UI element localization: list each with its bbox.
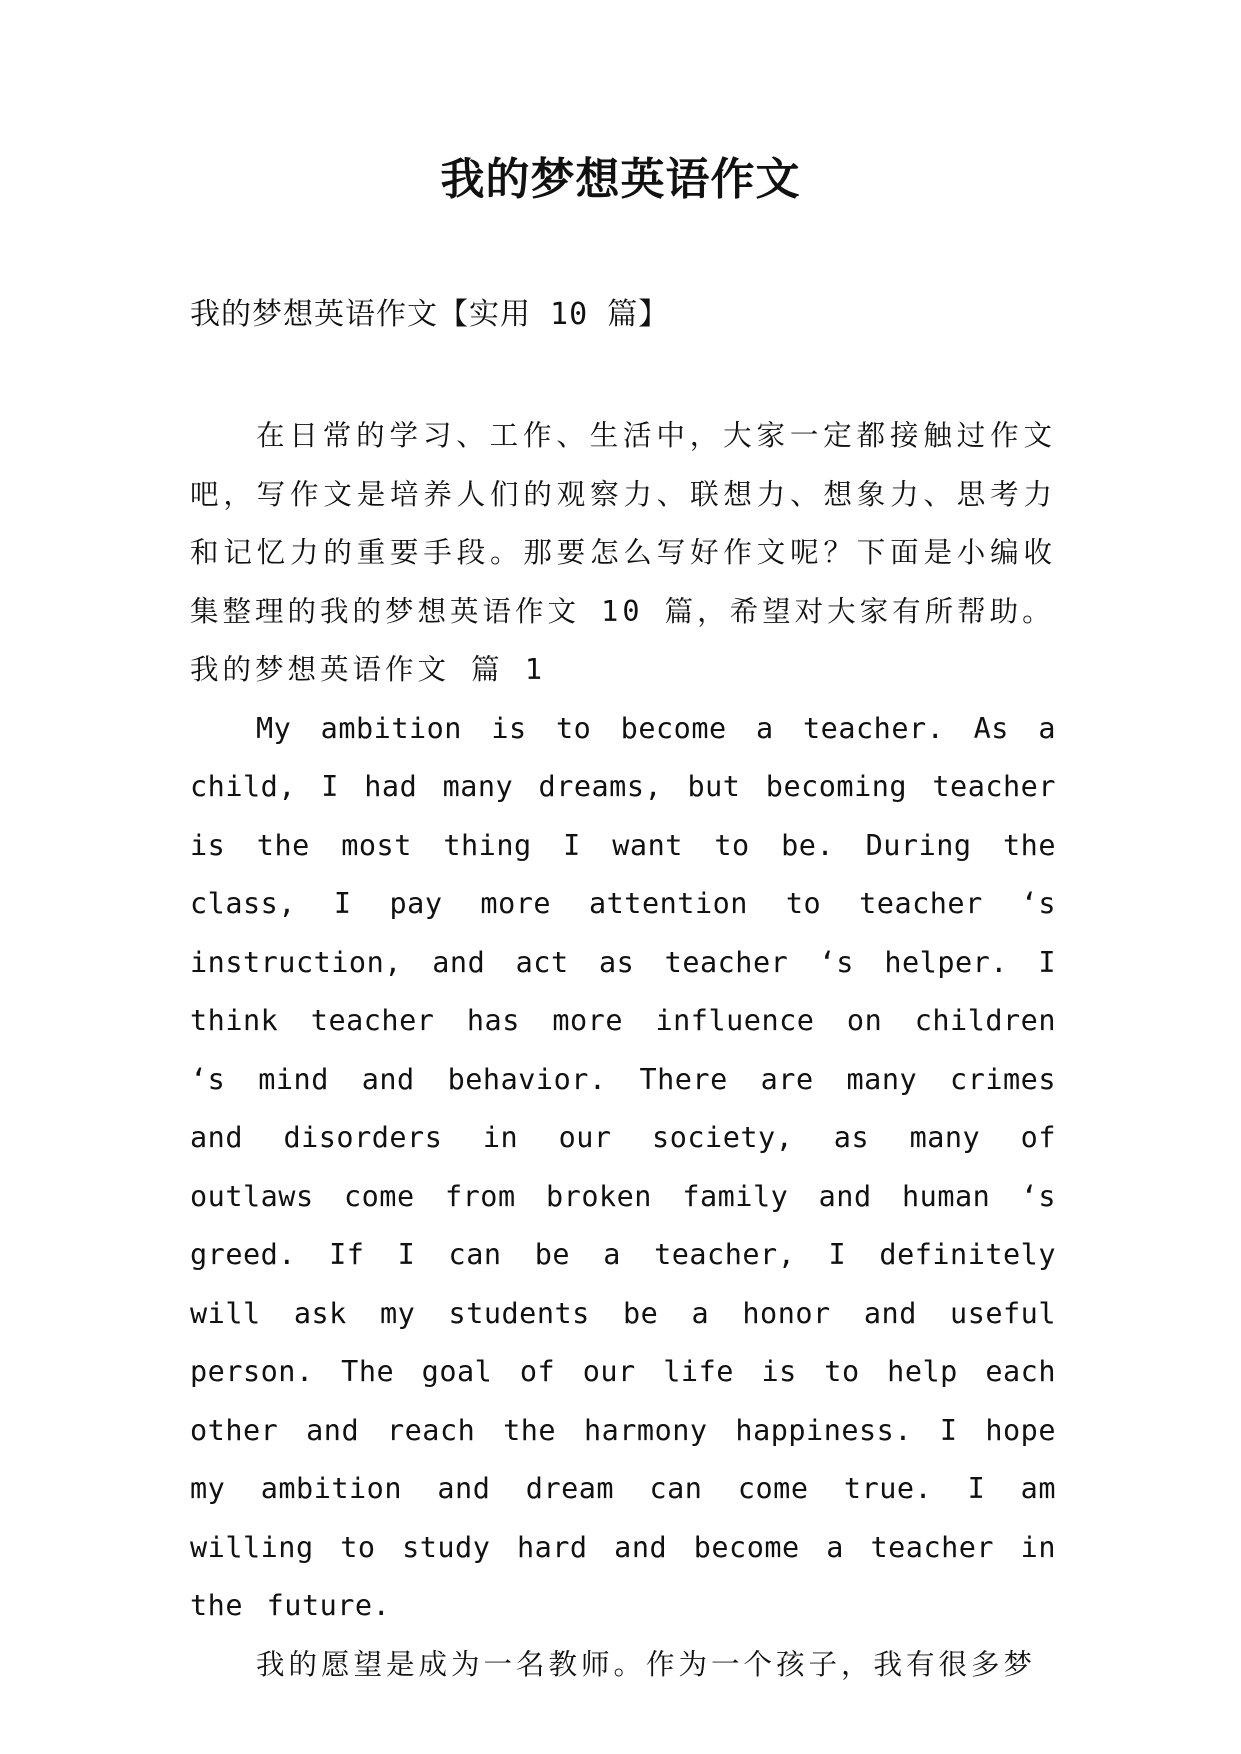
document-body <box>190 407 1056 1694</box>
intro-paragraph: 在日常的学习、工作、生活中，大家一定都接触过作文吧，写作文是培养人们的观察力、联想力、想象力、思考力和记忆力的重要手段。那要怎么写好作文呢？下面是小编收集整理的我的梦想英语作文 10 篇，希望对大家有所帮助。 <box>190 419 1056 628</box>
document-subtitle: 我的梦想英语作文【实用 10 篇】 <box>190 297 670 332</box>
chinese-paragraph: 我的愿望是成为一名教师。作为一个孩子，我有很多梦 <box>256 1647 1037 1681</box>
document-title: 我的梦想英语作文 <box>440 154 801 205</box>
english-paragraph: My ambition is to become a teacher. As a child, I had many dreams, but becoming teacher is the most thing I want to be. During the class, I pay more attention to teacher ‘s instruction, and act as teacher ‘s helper. I think teacher has more influence on children ‘s mind and behavior. There are many crimes and disorders in our society, as many of outlaws come from broken family and human ‘s greed. If I can be a teacher, I definitely will ask my students be a honor and useful person. The goal of our life is to help each other and reach the harmony happiness. I hope my ambition and dream can come true. I am willing to study hard and become a teacher in the future. <box>190 711 1056 1622</box>
section-heading: 我的梦想英语作文 篇 1 <box>190 653 546 686</box>
